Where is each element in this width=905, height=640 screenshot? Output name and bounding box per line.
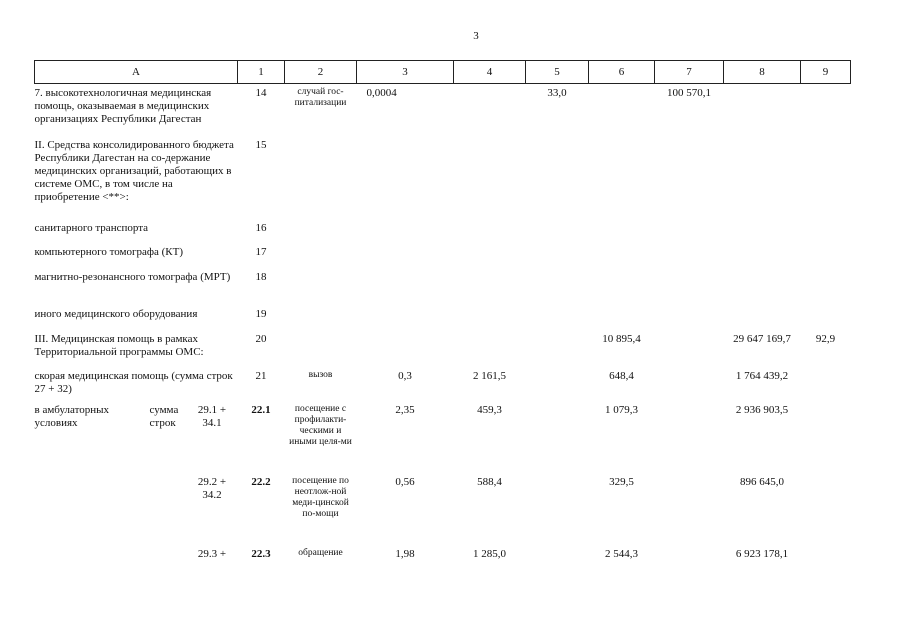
cell-8: 1 764 439,2: [735, 369, 789, 382]
unit-cell: [285, 333, 357, 370]
col-header-8: 8: [724, 61, 801, 84]
empty-cells: [285, 271, 851, 308]
row-label-amb: [35, 404, 238, 476]
col-header-5: 5: [526, 61, 589, 84]
cell-6: 329,5: [609, 475, 634, 488]
unit-cell: обращение: [298, 547, 343, 558]
table-row: [35, 476, 851, 548]
amb-ref: 29.3 +: [197, 547, 227, 560]
col-header-7: 7: [655, 61, 724, 84]
cell-6: 2 544,3: [605, 547, 638, 560]
cell-4: 2 161,5: [473, 369, 506, 382]
cell-9: [801, 84, 851, 139]
col-header-4: 4: [454, 61, 526, 84]
cell-9: [801, 548, 851, 572]
unit-cell: случай гос-питализации: [294, 87, 347, 108]
cell-7: [655, 333, 724, 370]
col-header-9: 9: [801, 61, 851, 84]
cell-5: [526, 404, 589, 476]
cell-5: [526, 370, 589, 404]
cell-9: [801, 370, 851, 404]
table-row: [35, 404, 851, 476]
cell-7: 100 570,1: [667, 87, 711, 99]
cell-3: 0,0004: [366, 87, 397, 99]
row-label: скорая медицинская помощь (сумма строк 27 + 32): [34, 369, 233, 395]
row-number: 21: [255, 369, 267, 382]
empty-cells: [285, 139, 851, 222]
financing-table: [34, 60, 851, 572]
cell-5: 33,0: [547, 87, 567, 99]
cell-5: [526, 333, 589, 370]
cell-5: [526, 476, 589, 548]
table-row: [35, 548, 851, 572]
row-number: 19: [255, 307, 267, 320]
row-number: 18: [255, 270, 267, 283]
table-row: [35, 84, 851, 139]
empty-cells: [285, 308, 851, 333]
unit-cell: посещение с профилакти-ческими и иными целя-ми: [289, 403, 352, 447]
row-label-amb: [35, 548, 238, 572]
cell-8: [724, 84, 801, 139]
cell-7: [655, 370, 724, 404]
row-number: 15: [255, 138, 267, 151]
cell-3: [357, 333, 454, 370]
col-header-1: 1: [238, 61, 285, 84]
unit-cell: посещение по неотлож-ной меди-цинской по-мощи: [292, 475, 349, 519]
cell-4: [454, 333, 526, 370]
col-header-6: 6: [589, 61, 655, 84]
cell-7: [655, 476, 724, 548]
amb-sum-label: сумма строк: [149, 403, 179, 429]
table-row: [35, 370, 851, 404]
cell-8: 29 647 169,7: [733, 332, 791, 345]
cell-4: 459,3: [477, 403, 502, 416]
table-row: [35, 246, 851, 271]
row-number: 22.3: [251, 547, 271, 560]
row-label-amb: [35, 476, 238, 548]
cell-6: 1 079,3: [605, 403, 638, 416]
cell-3: 0,3: [398, 369, 412, 382]
empty-cells: [285, 222, 851, 246]
table-row: [35, 333, 851, 370]
amb-ref: 29.2 + 34.2: [197, 475, 227, 501]
cell-3: 1,98: [395, 547, 415, 560]
table-row: [35, 139, 851, 222]
row-number: 20: [255, 332, 267, 345]
table-row: [35, 222, 851, 246]
page-number: 3: [473, 30, 479, 42]
cell-3: 2,35: [395, 403, 415, 416]
col-header-2: 2: [285, 61, 357, 84]
row-label: санитарного транспорта: [34, 221, 149, 234]
cell-5: [526, 548, 589, 572]
row-number: 22.2: [251, 475, 271, 488]
header-row: [35, 61, 851, 84]
table-row: [35, 308, 851, 333]
cell-8: 6 923 178,1: [735, 547, 789, 560]
row-number: 17: [255, 245, 267, 258]
amb-label: в амбулаторных условиях: [34, 403, 110, 429]
cell-4: 1 285,0: [473, 547, 506, 560]
cell-9: [801, 404, 851, 476]
cell-3: 0,56: [395, 475, 415, 488]
row-label: магнитно-резонансного томографа (МРТ): [34, 270, 231, 283]
row-number: 16: [255, 221, 267, 234]
row-label: III. Медицинская помощь в рамках Территориальной программы ОМС:: [34, 332, 204, 358]
cell-6: 10 895,4: [602, 332, 641, 345]
col-header-a: А: [35, 61, 238, 84]
cell-9: 92,9: [815, 332, 836, 345]
col-header-3: 3: [357, 61, 454, 84]
row-label: 7. высокотехнологичная медицинская помощь, оказываемая в медицинских организациях Республики Дагестан: [34, 87, 212, 125]
cell-6: [589, 84, 655, 139]
cell-8: 2 936 903,5: [735, 403, 789, 416]
amb-ref: 29.1 + 34.1: [197, 403, 227, 429]
cell-4: 588,4: [477, 475, 502, 488]
empty-cells: [285, 246, 851, 271]
row-label: II. Средства консолидированного бюджета Республики Дагестан на со-держание медицинских организаций, работающих в системе ОМС, в том числе на приобретение <**>:: [34, 138, 234, 203]
cell-6: 648,4: [609, 369, 634, 382]
cell-8: 896 645,0: [740, 475, 784, 488]
cell-7: [655, 548, 724, 572]
row-label: иного медицинского оборудования: [34, 307, 198, 320]
row-number: 22.1: [251, 403, 271, 416]
unit-cell: вызов: [308, 369, 333, 380]
table-row: [35, 271, 851, 308]
cell-9: [801, 476, 851, 548]
row-label: компьютерного томографа (КТ): [34, 245, 184, 258]
cell-4: [454, 84, 526, 139]
cell-7: [655, 404, 724, 476]
row-number: 14: [255, 87, 267, 99]
